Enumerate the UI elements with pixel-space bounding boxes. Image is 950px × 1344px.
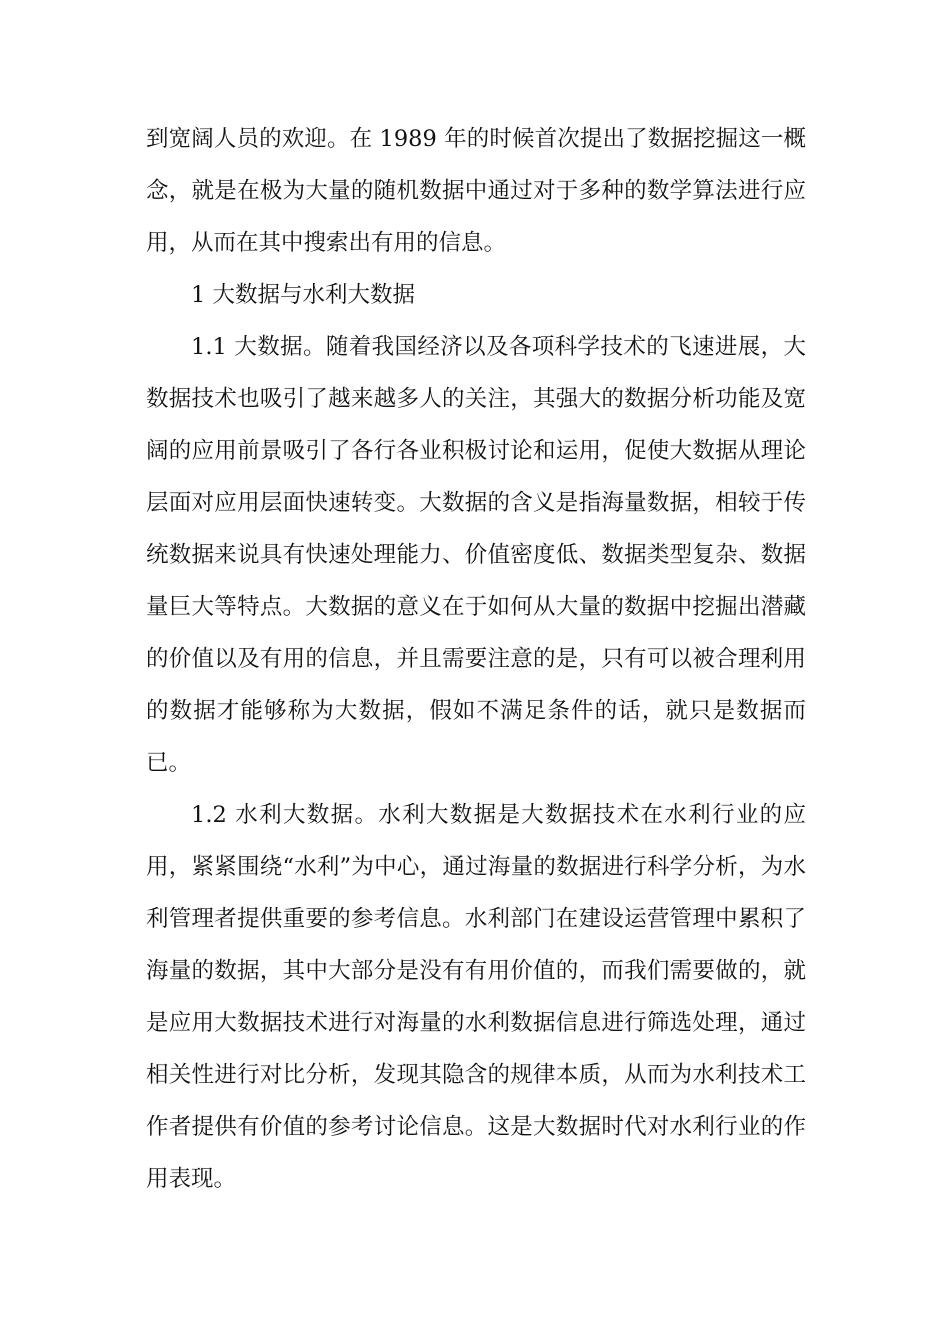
document-body <box>146 113 806 1205</box>
subsection-1-2-paragraph: 1.2 水利大数据。水利大数据是大数据技术在水利行业的应用，紧紧围绕“水利”为中心，通过海量的数据进行科学分析，为水利管理者提供重要的参考信息。水利部门在建设运营管理中累积了海量的数据，其中大部分是没有有用价值的，而我们需要做的，就是应用大数据技术进行对海量的水利数据信息进行筛选处理，通过相关性进行对比分析，发现其隐含的规律本质，从而为水利技术工作者提供有价值的参考讨论信息。这是大数据时代对水利行业的作用表现。 <box>146 802 806 1192</box>
intro-paragraph: 到宽阔人员的欢迎。在 1989 年的时候首次提出了数据挖掘这一概念，就是在极为大量的随机数据中通过对于多种的数学算法进行应用，从而在其中搜索出有用的信息。 <box>146 126 806 256</box>
subsection-1-1-paragraph: 1.1 大数据。随着我国经济以及各项科学技术的飞速进展，大数据技术也吸引了越来越多人的关注，其强大的数据分析功能及宽阔的应用前景吸引了各行各业积极讨论和运用，促使大数据从理论层面对应用层面快速转变。大数据的含义是指海量数据，相较于传统数据来说具有快速处理能力、价值密度低、数据类型复杂、数据量巨大等特点。大数据的意义在于如何从大量的数据中挖掘出潜藏的价值以及有用的信息，并且需要注意的是，只有可以被合理利用的数据才能够称为大数据，假如不满足条件的话，就只是数据而已。 <box>146 334 806 776</box>
section-heading-1: 1 大数据与水利大数据 <box>191 282 415 308</box>
